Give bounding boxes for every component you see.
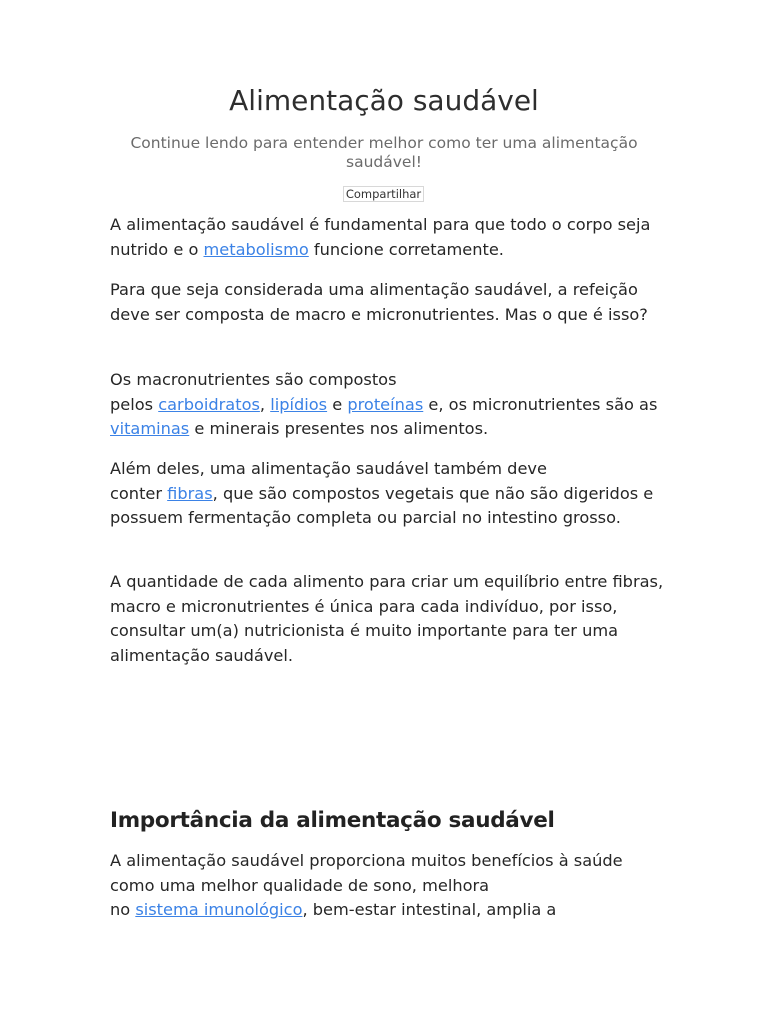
paragraph-text: , bem-estar intestinal, amplia a [302,900,557,920]
paragraph-text: , [259,394,271,414]
vitaminas-link[interactable]: vitaminas [110,419,190,439]
paragraph-4 [110,457,670,531]
paragraph-2 [110,278,670,327]
paragraph-3 [110,368,670,442]
fibras-link[interactable]: fibras [167,483,213,503]
paragraph-text: A alimentação saudável proporciona muitos benefícios à saúde como uma melhor qualidade de sono, melhora [110,851,623,895]
paragraph-text: Para que seja considerada uma alimentação saudável, a refeição deve ser composta de macro e micronutrientes. Mas o que é isso? [110,280,648,324]
paragraph-text: e [327,394,348,414]
paragraph-text: no [110,900,136,920]
page-subtitle: Continue lendo para entender melhor como ter uma alimentação saudável! [130,134,638,171]
paragraph-text: funcione corretamente. [308,239,504,259]
paragraph-text: e, os micronutrientes são as [423,394,658,414]
paragraph-text: A alimentação saudável é fundamental para que todo o corpo seja nutrido e o [110,215,651,259]
metabolismo-link[interactable]: metabolismo [203,239,309,259]
page-title: Alimentação saudável [229,84,539,117]
paragraph-text: Além deles, uma alimentação saudável também deve [110,459,547,478]
paragraph-5 [110,570,670,669]
proteinas-link[interactable]: proteínas [347,394,424,414]
section-paragraph-1 [110,849,670,923]
carboidratos-link[interactable]: carboidratos [158,394,260,414]
share-button[interactable]: Compartilhar [343,186,424,202]
paragraph-text: conter [110,483,168,503]
lipidios-link[interactable]: lipídios [270,394,328,414]
paragraph-text: , que são compostos vegetais que não são digeridos e possuem fermentação completa ou parcial no intestino grosso. [110,483,654,528]
paragraph-1 [110,213,670,262]
paragraph-text: pelos [110,394,159,414]
sistema-imunologico-link[interactable]: sistema imunológico [135,900,303,920]
paragraph-text: Os macronutrientes são compostos [110,370,397,389]
section-heading: Importância da alimentação saudável [110,808,555,833]
paragraph-text: e minerais presentes nos alimentos. [189,419,489,439]
paragraph-text: A quantidade de cada alimento para criar um equilíbrio entre fibras, macro e micronutrientes é única para cada indivíduo, por isso, consultar um(a) nutricionista é muito importante para ter uma alimentação saudável. [110,572,664,666]
